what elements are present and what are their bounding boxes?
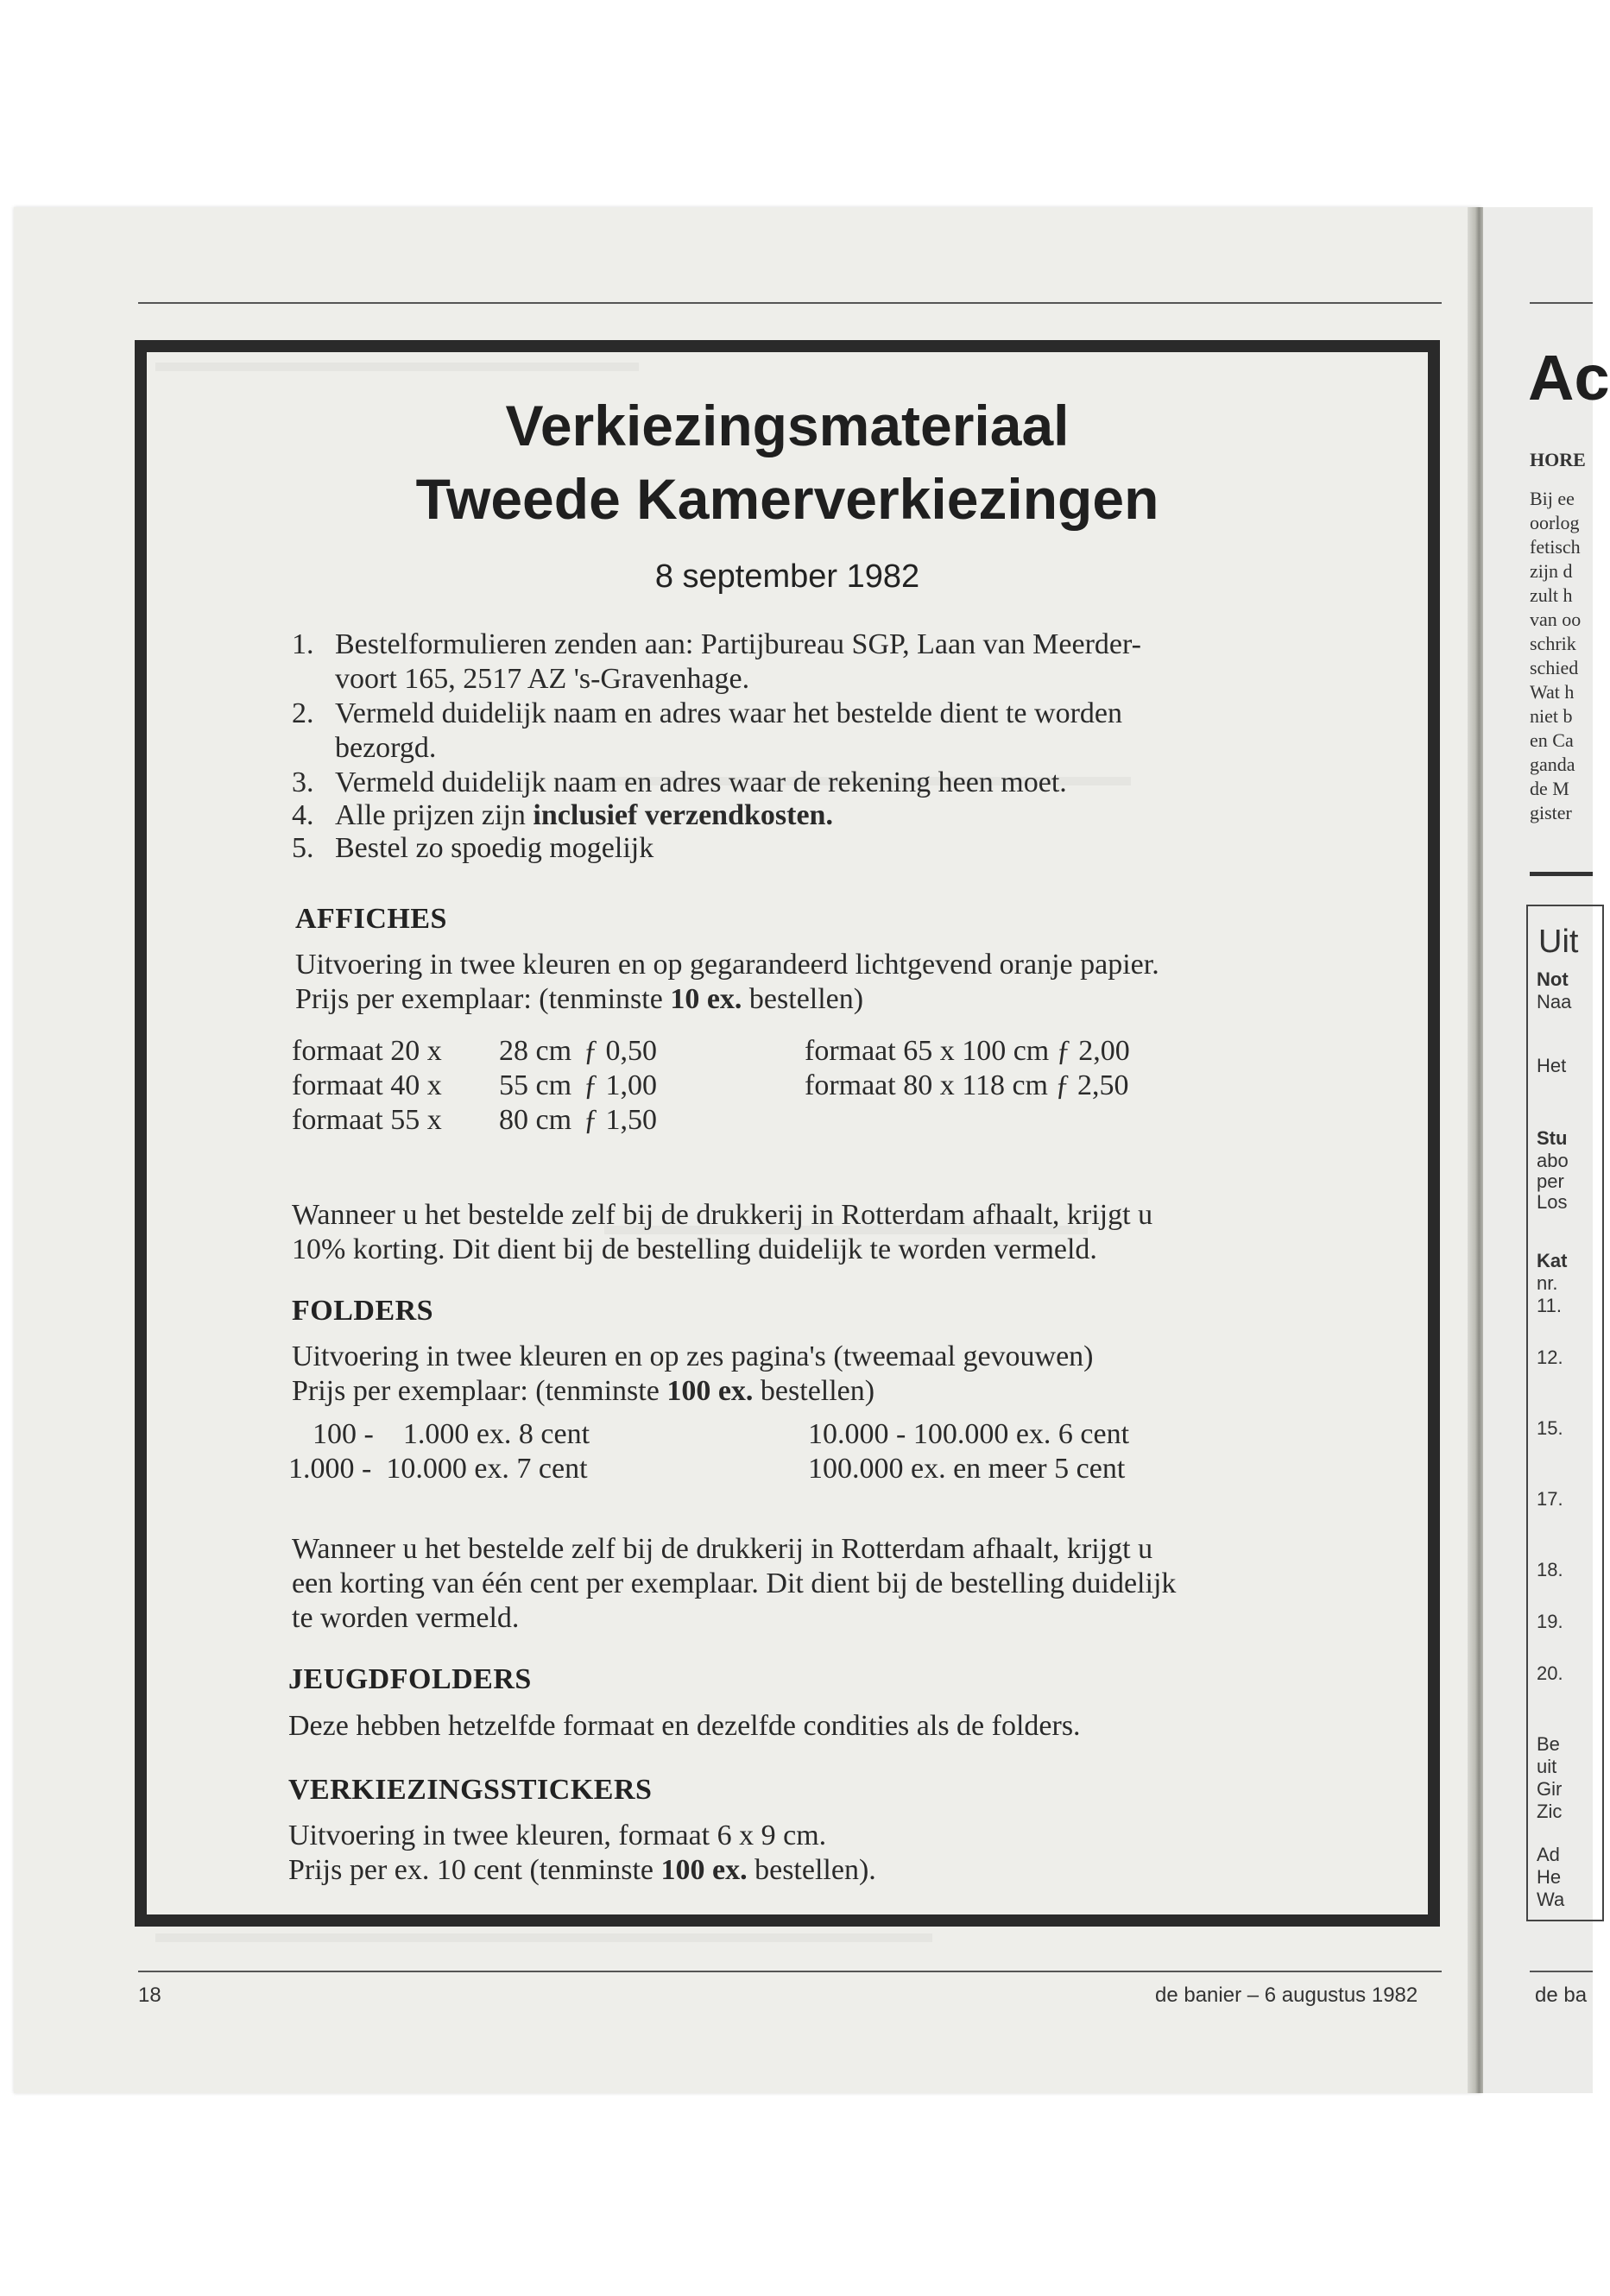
size-dims: 80 cm <box>499 1104 572 1136</box>
section-heading-affiches: AFFICHES <box>295 903 447 935</box>
folders-tier: 1.000 - 10.000 ex. 7 cent <box>288 1453 588 1485</box>
stickers-price-note <box>288 1853 876 1888</box>
size-price: ƒ 1,50 <box>584 1104 657 1136</box>
section-heading-folders: FOLDERS <box>292 1295 434 1327</box>
right-column-line: niet b <box>1530 705 1573 727</box>
folders-price-note <box>292 1374 874 1409</box>
affiches-description: Uitvoering in twee kleuren en op gegarandeerd lichtgevend oranje papier. <box>295 949 1159 981</box>
right-box-line: 20. <box>1537 1662 1563 1684</box>
folders-description: Uitvoering in twee kleuren en op zes pagina's (tweemaal gevouwen) <box>292 1340 1094 1372</box>
right-box-line: He <box>1537 1866 1562 1888</box>
right-box-line: Be <box>1537 1733 1560 1755</box>
size-row: formaat 80 x 118 cm ƒ 2,50 <box>805 1069 1129 1101</box>
price-note-prefix: Prijs per exemplaar: (tenminste <box>295 983 671 1015</box>
price-note-prefix: Prijs per ex. 10 cent (tenminste <box>288 1854 661 1886</box>
affiches-discount-note: Wanneer u het bestelde zelf bij de drukkerij in Rotterdam afhaalt, krijgt u <box>292 1199 1153 1231</box>
right-box-line: Stu <box>1537 1127 1568 1149</box>
instruction-number: 3. <box>292 766 314 798</box>
price-note-min: 100 ex. <box>660 1854 748 1886</box>
size-price: ƒ 1,00 <box>584 1069 657 1101</box>
size-dims: 55 cm <box>499 1069 572 1101</box>
price-note-suffix: bestellen). <box>747 1854 876 1886</box>
right-page-title: Ac <box>1528 342 1610 413</box>
right-box-line: Gir <box>1537 1778 1563 1800</box>
folders-discount-note: een korting van één cent per exemplaar. Dit dient bij de bestelling duidelijk <box>292 1567 1177 1599</box>
right-box-line: 17. <box>1537 1488 1563 1510</box>
folders-discount-note: te worden vermeld. <box>292 1602 520 1634</box>
instruction-text: Vermeld duidelijk naam en adres waar de rekening heen moet. <box>335 766 1067 798</box>
folders-tier: 100 - 1.000 ex. 8 cent <box>313 1418 590 1450</box>
right-box-line: nr. <box>1537 1272 1558 1294</box>
right-box-line: uit <box>1537 1756 1557 1777</box>
instruction-text: Bestelformulieren zenden aan: Partijbureau SGP, Laan van Meerder- <box>335 628 1141 660</box>
headline-line-2: Tweede Kamerverkiezingen <box>415 467 1159 531</box>
right-page-subhead: HORE <box>1530 449 1586 470</box>
folders-discount-note: Wanneer u het bestelde zelf bij de drukkerij in Rotterdam afhaalt, krijgt u <box>292 1533 1153 1565</box>
right-box-line: 12. <box>1537 1347 1563 1368</box>
right-box-line: Los <box>1537 1191 1568 1213</box>
right-column-line: van oo <box>1530 609 1582 630</box>
instruction-number: 4. <box>292 799 314 831</box>
header-rule <box>138 302 1442 304</box>
stickers-description: Uitvoering in twee kleuren, formaat 6 x 9 cm. <box>288 1820 827 1851</box>
right-column-line: zult h <box>1530 584 1573 606</box>
price-note-min: 10 ex. <box>670 983 742 1015</box>
right-column-line: de M <box>1530 778 1569 799</box>
instruction-text <box>335 798 833 833</box>
instruction-text: bezorgd. <box>335 732 437 764</box>
right-column-line: en Ca <box>1530 729 1574 751</box>
publication-footer: de banier – 6 augustus 1982 <box>1155 1984 1418 2007</box>
instruction-emphasis: inclusief verzendkosten. <box>533 799 833 831</box>
right-column-line: zijn d <box>1530 560 1573 582</box>
right-column-line: ganda <box>1530 754 1575 775</box>
show-through <box>155 1933 932 1942</box>
headline-line-1: Verkiezingsmateriaal <box>505 394 1070 457</box>
footer-rule <box>138 1971 1442 1972</box>
page-number: 18 <box>138 1984 161 2007</box>
price-note-min: 100 ex. <box>666 1375 754 1407</box>
right-column-rule <box>1530 872 1593 876</box>
right-box-line: Het <box>1537 1055 1567 1076</box>
right-page-footer: de ba <box>1535 1984 1588 2007</box>
jeugdfolders-description: Deze hebben hetzelfde formaat en dezelfde condities als de folders. <box>288 1710 1081 1742</box>
right-column-line: schrik <box>1530 633 1576 654</box>
instruction-text: Vermeld duidelijk naam en adres waar het bestelde dient te worden <box>335 697 1122 729</box>
affiches-price-note <box>295 982 863 1017</box>
price-note-prefix: Prijs per exemplaar: (tenminste <box>292 1375 667 1407</box>
right-column-line: Wat h <box>1530 681 1575 703</box>
right-box-line: abo <box>1537 1150 1569 1171</box>
folders-tier: 100.000 ex. en meer 5 cent <box>808 1453 1126 1485</box>
instruction-text: Bestel zo spoedig mogelijk <box>335 832 654 864</box>
right-box-line: per <box>1537 1170 1564 1192</box>
size-label: formaat 55 x <box>292 1104 442 1136</box>
size-row: formaat 65 x 100 cm ƒ 2,00 <box>805 1035 1130 1067</box>
affiches-discount-note: 10% korting. Dit dient bij de bestelling duidelijk te worden vermeld. <box>292 1233 1097 1265</box>
instruction-number: 5. <box>292 832 314 864</box>
right-box-line: Kat <box>1537 1250 1568 1271</box>
right-column-line: schied <box>1530 657 1579 678</box>
right-box-line: Zic <box>1537 1801 1563 1822</box>
right-footer-rule <box>1530 1971 1593 1972</box>
size-price: ƒ 0,50 <box>584 1035 657 1067</box>
right-box-line: Naa <box>1537 991 1572 1012</box>
price-note-suffix: bestellen) <box>742 983 864 1015</box>
right-box-line: Not <box>1537 968 1569 990</box>
price-note-suffix: bestellen) <box>753 1375 875 1407</box>
right-box-title: Uit <box>1538 924 1579 960</box>
right-box-line: 18. <box>1537 1559 1563 1580</box>
right-column-line: Bij ee <box>1530 488 1575 509</box>
instruction-number: 1. <box>292 628 314 660</box>
election-date: 8 september 1982 <box>654 558 920 595</box>
instruction-prefix: Alle prijzen zijn <box>335 799 534 831</box>
right-box-line: 19. <box>1537 1611 1563 1632</box>
right-column-line: fetisch <box>1530 536 1581 558</box>
instruction-text: voort 165, 2517 AZ 's-Gravenhage. <box>335 663 750 695</box>
right-box-line: Ad <box>1537 1844 1560 1865</box>
section-heading-jeugdfolders: JEUGDFOLDERS <box>288 1663 532 1695</box>
right-column-line: gister <box>1530 802 1572 823</box>
right-box-line: 15. <box>1537 1417 1563 1439</box>
right-box-line: 11. <box>1537 1295 1562 1316</box>
folders-tier: 10.000 - 100.000 ex. 6 cent <box>808 1418 1130 1450</box>
size-dims: 28 cm <box>499 1035 572 1067</box>
right-box-line: Wa <box>1537 1889 1565 1910</box>
right-column-line: oorlog <box>1530 512 1580 533</box>
size-label: formaat 20 x <box>292 1035 442 1067</box>
section-heading-stickers: VERKIEZINGSSTICKERS <box>288 1774 653 1806</box>
size-label: formaat 40 x <box>292 1069 442 1101</box>
right-header-rule <box>1530 302 1593 304</box>
instruction-number: 2. <box>292 697 314 729</box>
